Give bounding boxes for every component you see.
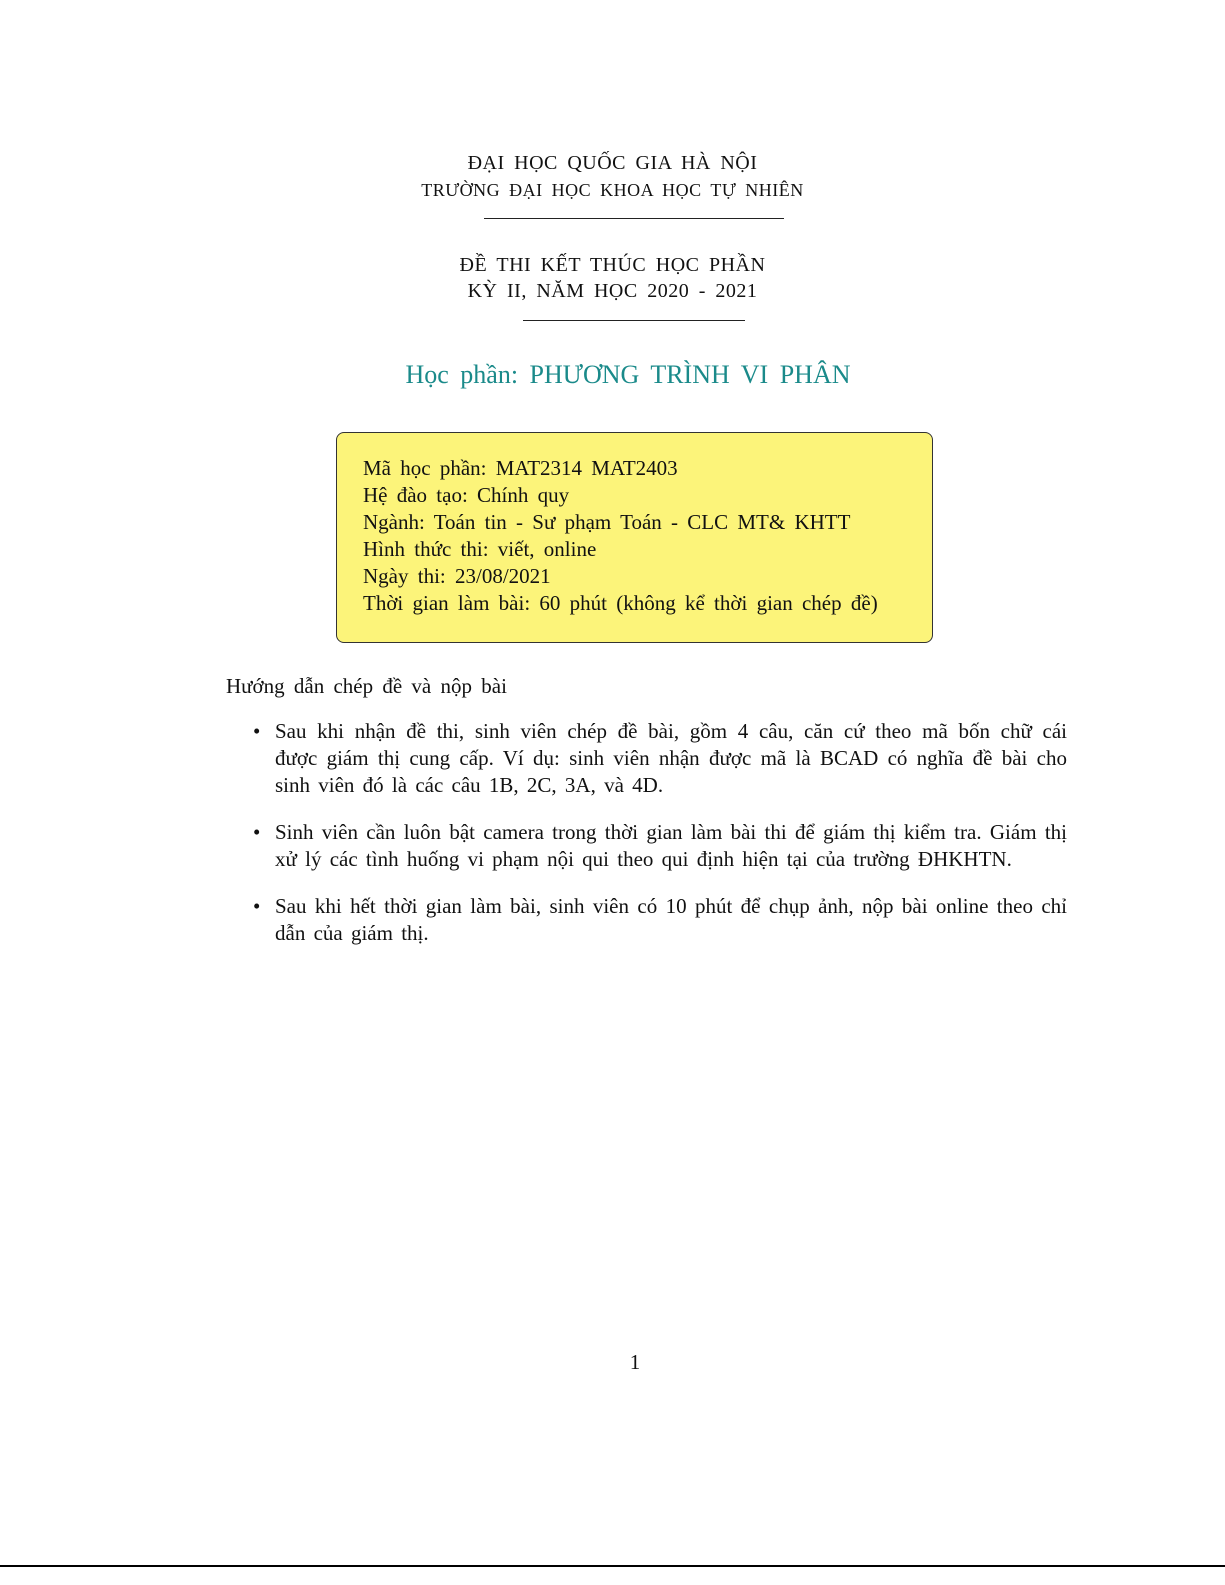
instruction-text: Sinh viên cần luôn bật camera trong thời gian làm bài thi để giám thị kiểm tra. Giám thị xử lý các tình huống vi phạm nội qui theo qui định hiện tại của trường ĐHKHTN. (275, 820, 1067, 871)
major-line: Ngành: Toán tin - Sư phạm Toán - CLC MT& KHTT (363, 510, 851, 534)
bullet-icon: • (253, 719, 261, 743)
course-title: Học phần: PHƯƠNG TRÌNH VI PHÂN (405, 360, 851, 389)
list-item (253, 893, 1067, 947)
university-name: ĐẠI HỌC QUỐC GIA HÀ NỘI (467, 152, 758, 174)
course-code-line: Mã học phần: MAT2314 MAT2403 (363, 456, 678, 480)
exam-term: KỲ II, NĂM HỌC 2020 - 2021 (467, 280, 758, 302)
exam-format-line: Hình thức thi: viết, online (363, 537, 597, 561)
instruction-text: Sau khi hết thời gian làm bài, sinh viên có 10 phút để chụp ảnh, nộp bài online theo chỉ dẫn của giám thị. (275, 894, 1067, 945)
school-name: TRƯỜNG ĐẠI HỌC KHOA HỌC TỰ NHIÊN (421, 180, 804, 200)
exam-date-line: Ngày thi: 23/08/2021 (363, 564, 551, 588)
list-item (253, 819, 1067, 873)
exam-duration-line: Thời gian làm bài: 60 phút (không kể thời gian chép đề) (363, 591, 878, 615)
page-bottom-border (0, 1565, 1225, 1567)
exam-title: ĐỀ THI KẾT THÚC HỌC PHẦN (459, 254, 766, 276)
bullet-icon: • (253, 894, 261, 918)
exam-info-box (336, 432, 933, 643)
page-number: 1 (629, 1350, 641, 1374)
title-divider (523, 320, 745, 321)
training-system-line: Hệ đào tạo: Chính quy (363, 483, 570, 507)
header-divider (484, 218, 784, 219)
bullet-icon: • (253, 820, 261, 844)
instruction-text: Sau khi nhận đề thi, sinh viên chép đề bài, gồm 4 câu, căn cứ theo mã bốn chữ cái được giám thị cung cấp. Ví dụ: sinh viên nhận được mã là BCAD có nghĩa đề bài cho sinh viên đó là các câu 1B, 2C, 3A, và 4D. (275, 719, 1067, 797)
instructions-heading: Hướng dẫn chép đề và nộp bài (226, 674, 507, 698)
instructions-list (253, 718, 1067, 967)
list-item (253, 718, 1067, 799)
